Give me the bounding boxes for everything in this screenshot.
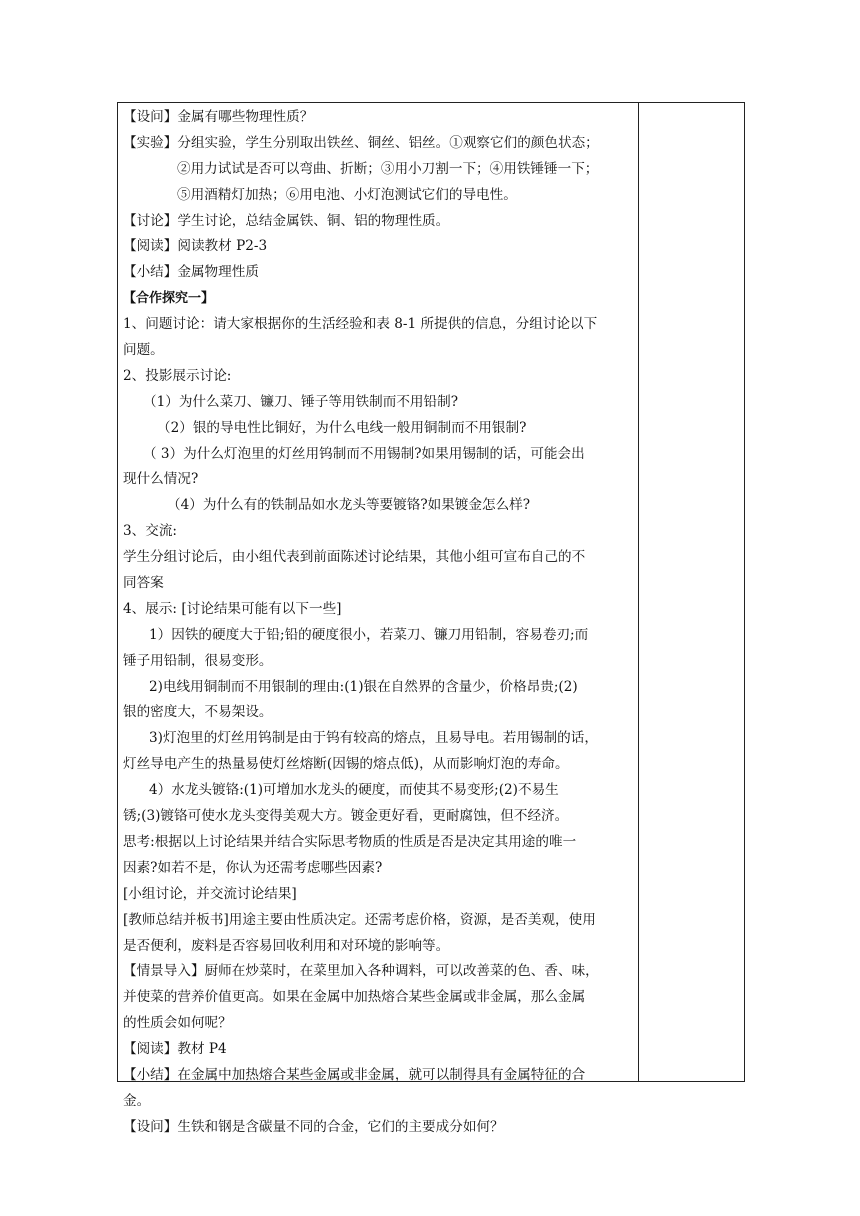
text-line: 【小结】金属物理性质 — [123, 264, 259, 281]
text-line: 问题。 — [123, 342, 164, 359]
text-line: 【情景导入】厨师在炒菜时，在菜里加入各种调料，可以改善菜的色、香、味， — [123, 963, 599, 980]
text-line: 【讨论】学生讨论，总结金属铁、铜、铝的物理性质。 — [123, 212, 450, 229]
text-line: 的性质会如何呢？ — [123, 1015, 232, 1032]
text-line: [教师总结并板书]用途主要由性质决定。还需考虑价格，资源，是否美观，使用 — [123, 911, 596, 928]
text-line: 灯丝导电产生的热量易使灯丝熔断(因锡的熔点低)，从而影响灯泡的寿命。 — [123, 756, 569, 773]
text-line: 2)电线用铜制而不用银制的理由:(1)银在自然界的含量少，价格昂贵;(2) — [149, 678, 578, 695]
text-line: [小组讨论，并交流讨论结果] — [123, 885, 297, 902]
text-line: 锈;(3)镀铬可使水龙头变得美观大方。镀金更好看，更耐腐蚀，但不经济。 — [123, 808, 569, 825]
main-content-cell — [123, 105, 635, 1141]
text-line: 【阅读】阅读教材 P2-3 — [123, 238, 268, 255]
text-line: 并使菜的营养价值更高。如果在金属中加热熔合某些金属或非金属，那么金属 — [123, 989, 586, 1006]
text-line: 因素?如若不是，你认为还需考虑哪些因素? — [123, 859, 383, 876]
text-line: 4）水龙头镀铬:(1)可增加水龙头的硬度，而使其不易变形;(2)不易生 — [149, 782, 559, 799]
text-line: 锤子用铅制，很易变形。 — [123, 652, 273, 669]
lesson-table — [117, 102, 745, 1135]
text-line: 现什么情况? — [123, 471, 199, 488]
text-line: （1）为什么菜刀、镰刀、锤子等用铁制而不用铅制? — [143, 393, 458, 410]
text-line: 思考:根据以上讨论结果并结合实际思考物质的性质是否是决定其用途的唯一 — [123, 833, 577, 850]
text-line: 是否便利，废料是否容易回收利用和对环境的影响等。 — [123, 937, 450, 954]
text-line: 【设问】金属有哪些物理性质？ — [123, 109, 314, 125]
text-line: 【小结】在金属中加热熔合某些金属或非金属，就可以制得具有金属特征的合 — [123, 1066, 586, 1083]
text-line: 3、交流: — [123, 523, 178, 540]
notes-cell — [639, 103, 744, 1081]
text-line: 1、问题讨论：请大家根据你的生活经验和表 8-1 所提供的信息，分组讨论以下 — [123, 316, 598, 333]
text-line: 4、展示: [讨论结果可能有以下一些] — [123, 600, 342, 617]
text-line: 同答案 — [123, 575, 164, 592]
text-line: ⑤用酒精灯加热；⑥用电池、小灯泡测试它们的导电性。 — [177, 186, 517, 203]
text-line: （ 3）为什么灯泡里的灯丝用钨制而不用锡制?如果用锡制的话，可能会出 — [143, 445, 585, 462]
text-line: 银的密度大，不易架设。 — [123, 704, 273, 721]
text-line: 1）因铁的硬度大于铅;铅的硬度很小，若菜刀、镰刀用铅制，容易卷刃;而 — [149, 626, 589, 643]
text-line: 3)灯泡里的灯丝用钨制是由于钨有较高的熔点，且易导电。若用锡制的话， — [149, 730, 598, 747]
text-line: （2）银的导电性比铜好，为什么电线一般用铜制而不用银制? — [157, 419, 527, 436]
text-line: 【设问】生铁和钢是含碳量不同的合金，它们的主要成分如何？ — [123, 1118, 504, 1135]
text-line: （4）为什么有的铁制品如水龙头等要镀铬?如果镀金怎么样? — [167, 497, 531, 514]
section-heading: 【合作探究一】 — [123, 291, 215, 307]
text-line: 【阅读】教材 P4 — [123, 1041, 227, 1058]
text-line: 2、投影展示讨论: — [123, 367, 232, 384]
text-line: 【实验】分组实验，学生分别取出铁丝、铜丝、铝丝。①观察它们的颜色状态； — [123, 134, 599, 151]
text-line: 学生分组讨论后，由小组代表到前面陈述讨论结果，其他小组可宣布自己的不 — [123, 549, 586, 566]
text-line: ②用力试试是否可以弯曲、折断；③用小刀割一下；④用铁锤锤一下； — [177, 160, 599, 177]
text-line: 金。 — [123, 1092, 151, 1109]
